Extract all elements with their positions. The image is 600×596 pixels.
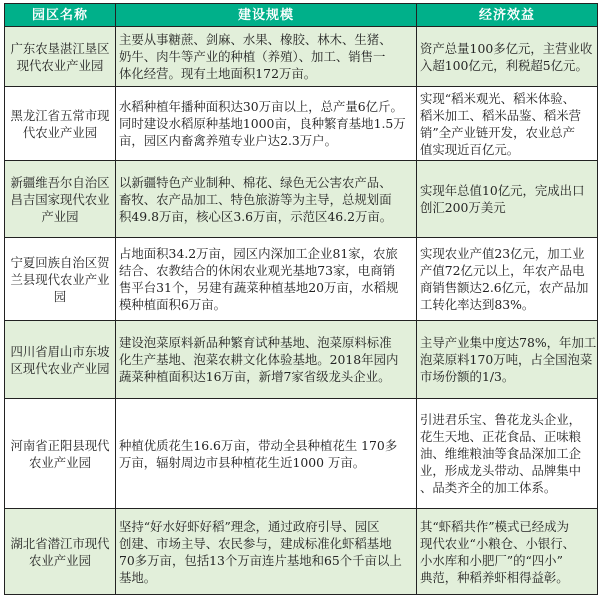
- table-row: [5, 399, 598, 509]
- park-name-cell: [5, 238, 116, 321]
- cell-text-line: 占地面积34.2万亩，园区内深加工企业81家，农旅: [119, 246, 398, 261]
- construction-scale-cell: [116, 509, 417, 595]
- cell-text-line: 区现代农业产业园: [10, 360, 110, 376]
- cell-text-line: 70多万亩，包括13个万亩连片基地和65个千亩以上: [119, 552, 402, 568]
- header-construction-scale: 建设规模: [116, 4, 417, 27]
- cell-text-line: 黑龙江省五常市现: [10, 107, 110, 123]
- economic-benefit-cell: [417, 27, 598, 87]
- cell-text-line: 花生天地、正花食品、正味粮: [420, 429, 582, 444]
- cell-text-line: 建设泡菜原料新品种繁育试种基地、泡菜原料标准: [119, 335, 392, 350]
- cell-text-line: 入超100亿元，利税超5亿元。: [420, 57, 588, 73]
- cell-text-line: 河南省正阳县现代: [10, 437, 110, 453]
- cell-text-line: 实现农业产值23亿元，加工业: [420, 246, 585, 261]
- cell-text-line: 市场份额的1/3。: [420, 369, 515, 384]
- park-name-cell: [5, 87, 116, 161]
- cell-text-line: 现代农业产业园: [16, 57, 104, 73]
- cell-text-line: 主要从事糖蔗、剑麻、水果、橡胶、林木、生猪、: [119, 32, 392, 47]
- cell-text-line: 万亩，辐射周边市县种植花生近1000 万亩。: [119, 454, 366, 470]
- cell-text-line: 值实现近百亿元。: [420, 141, 520, 157]
- table-row: [5, 27, 598, 87]
- cell-text-line: 工转化率达到83%。: [420, 297, 535, 312]
- cell-text-line: 畜牧、农产品加工、特色旅游等为主导，总规划面: [119, 191, 392, 207]
- table-row: [5, 87, 598, 161]
- cell-text-line: 园: [53, 288, 67, 304]
- cell-text-line: 湖北省潜江市现代: [10, 535, 110, 551]
- cell-text-line: 泡菜原料170万吨，占全国泡菜: [420, 352, 593, 367]
- cell-text-line: 引进君乐宝、鲁花龙头企业，: [420, 412, 582, 427]
- economic-benefit-cell: [417, 321, 598, 399]
- cell-text-line: 基地。: [119, 569, 157, 585]
- cell-text-line: 农业产业园: [29, 454, 91, 470]
- table-header-row: [5, 4, 598, 27]
- cell-text-line: 昌吉国家现代农业: [10, 191, 110, 207]
- cell-text-line: 实现年总值10亿元，完成出口: [420, 183, 585, 198]
- cell-text-line: 坚持“好水好虾好稻”理念，通过政府引导、园区: [119, 518, 380, 534]
- cell-text-line: 创汇200万美元: [420, 200, 506, 215]
- economic-benefit-cell: [417, 87, 598, 161]
- cell-text-line: 体化经营。现有土地面积172万亩。: [119, 66, 317, 81]
- cell-text-line: 蔬菜种植面积达16万亩，新增7家省级龙头企业。: [119, 369, 391, 384]
- cell-text-line: 业，形成龙头带动、品牌集中: [420, 463, 582, 478]
- economic-benefit-cell: [417, 399, 598, 509]
- cell-text-line: 农业产业园: [29, 552, 91, 568]
- cell-text-line: 售平台31个，另建有蔬菜种植基地20万亩，水稻规: [119, 280, 399, 295]
- cell-text-line: 实现“稻米观光、稻米体验、: [420, 90, 576, 106]
- cell-text-line: 、品类齐全的加工体系。: [420, 480, 557, 495]
- cell-text-line: 油、维维粮油等食品深加工企: [420, 446, 582, 461]
- table-row: [5, 161, 598, 238]
- construction-scale-cell: [116, 321, 417, 399]
- header-park-name: 园区名称: [5, 4, 116, 27]
- cell-text-line: 兰县现代农业产业: [10, 271, 110, 287]
- cell-text-line: 商销售额达2.6亿元，农产品加: [420, 280, 589, 295]
- table-row: [5, 238, 598, 321]
- table-row: [5, 509, 598, 595]
- cell-text-line: 其“虾稻共作”模式已经成为: [420, 518, 569, 534]
- header-economic-benefit: 经济效益: [417, 4, 598, 27]
- cell-text-line: 奶牛、肉牛等产业的种植（养殖）、加工、销售一: [119, 49, 386, 64]
- cell-text-line: 化生产基地、泡菜农耕文化体验基地。2018年园内: [119, 352, 399, 367]
- cell-text-line: 资产总量100多亿元，主营业收: [420, 40, 593, 56]
- cell-text-line: 代农业产业园: [22, 124, 98, 140]
- park-name-cell: [5, 27, 116, 87]
- cell-text-line: 小水库和小肥厂”的“四小”: [420, 552, 563, 568]
- cell-text-line: 积49.8万亩，核心区3.6万亩，示范区46.2万亩。: [119, 208, 393, 224]
- cell-text-line: 亩，园区内畜禽养殖专业户达2.3万户。: [119, 133, 337, 148]
- park-name-cell: [5, 321, 116, 399]
- cell-text-line: 宁夏回族自治区贺: [10, 254, 110, 270]
- cell-text-line: 广东农垦湛江垦区: [10, 40, 110, 56]
- cell-text-line: 结合、农教结合的休闲农业观光基地73家，电商销: [119, 263, 395, 278]
- cell-text-line: 产业园: [41, 208, 79, 224]
- construction-scale-cell: [116, 399, 417, 509]
- table-row: [5, 321, 598, 399]
- cell-text-line: 四川省眉山市东坡: [10, 343, 110, 359]
- cell-text-line: 创建、市场主导、农民参与，建成标准化虾稻基地: [119, 535, 392, 551]
- cell-text-line: 同时建设水稻原种基地1000亩，良种繁育基地1.5万: [119, 116, 406, 131]
- cell-text-line: 以新疆特色产业制种、棉花、绿色无公害农产品、: [119, 174, 392, 190]
- construction-scale-cell: [116, 238, 417, 321]
- park-name-cell: [5, 399, 116, 509]
- economic-benefit-cell: [417, 509, 598, 595]
- cell-text-line: 典范，种稻养虾相得益彰。: [420, 569, 569, 585]
- cell-text-line: 现代农业“小粮仓、小银行、: [420, 535, 576, 551]
- cell-text-line: 产值72亿元以上，年农产品电: [420, 263, 585, 278]
- economic-benefit-cell: [417, 238, 598, 321]
- park-name-cell: [5, 509, 116, 595]
- cell-text-line: 稻米加工、稻米品鉴、稻米营: [420, 107, 582, 123]
- park-name-cell: [5, 161, 116, 238]
- cell-text-line: 销”全产业链开发，农业总产: [420, 124, 576, 140]
- agricultural-parks-table: [4, 3, 598, 595]
- cell-text-line: 主导产业集中度达78%，年加工: [420, 335, 597, 350]
- cell-text-line: 模种植面积6万亩。: [119, 297, 227, 312]
- construction-scale-cell: [116, 87, 417, 161]
- cell-text-line: 水稻种植年播种面积达30万亩以上，总产量6亿斤。: [119, 99, 403, 114]
- cell-text-line: 新疆维吾尔自治区: [10, 174, 110, 190]
- construction-scale-cell: [116, 161, 417, 238]
- cell-text-line: 种植优质花生16.6万亩，带动全县种植花生 170多: [119, 437, 398, 453]
- economic-benefit-cell: [417, 161, 598, 238]
- construction-scale-cell: [116, 27, 417, 87]
